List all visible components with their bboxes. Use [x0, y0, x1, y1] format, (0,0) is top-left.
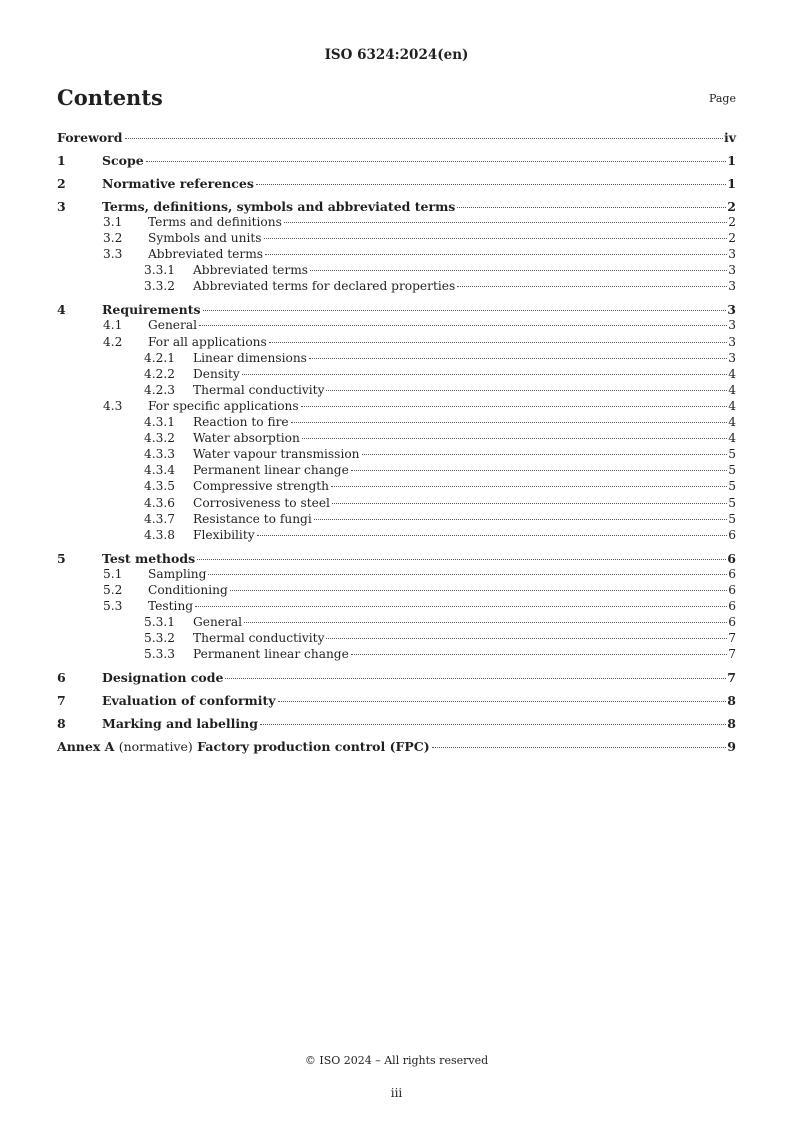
- toc-section-number: 4.3.5: [144, 479, 176, 494]
- toc-section-number: 3: [57, 199, 66, 214]
- toc-section-number: 5.3.3: [144, 647, 176, 662]
- toc-section-number: 4.2: [103, 334, 123, 349]
- dot-leader: [326, 638, 727, 639]
- toc-section-number: 5.3.2: [144, 631, 176, 646]
- toc-entry-3-2[interactable]: [57, 231, 736, 247]
- toc-section-number: 4.3: [103, 398, 123, 413]
- toc-section-title: Abbreviated terms: [148, 247, 264, 262]
- toc-section-title: Scope: [102, 153, 144, 168]
- document-id-header: ISO 6324:2024(en): [324, 47, 469, 63]
- annex-label: Annex A: [57, 739, 115, 755]
- toc-entry-4-3[interactable]: [57, 399, 736, 415]
- toc-entry-3-1[interactable]: [57, 215, 736, 231]
- toc-section-title: Marking and labelling: [102, 716, 259, 732]
- toc-section-number: 5.1: [103, 566, 123, 581]
- toc-section-number: 4.3.8: [144, 527, 176, 542]
- dot-leader: [242, 374, 727, 375]
- toc-page-number: 5: [728, 463, 736, 478]
- dot-leader: [269, 342, 727, 343]
- toc-entry-3-3-1[interactable]: [57, 263, 736, 279]
- toc-entry-4-3-1[interactable]: [57, 415, 736, 431]
- toc-page-number: 3: [728, 247, 736, 262]
- toc-section-number: Foreword: [57, 130, 123, 145]
- toc-page-number: 6: [728, 598, 736, 613]
- toc-page-number: 1: [727, 153, 736, 168]
- toc-section-number: 3.3.2: [144, 279, 176, 294]
- toc-entry-5-3-2[interactable]: [57, 631, 736, 647]
- toc-page-number: 3: [727, 302, 736, 318]
- toc-entry-8[interactable]: [57, 716, 736, 732]
- dot-leader: [432, 747, 727, 748]
- toc-entry-5-2[interactable]: [57, 583, 736, 599]
- dot-leader: [351, 470, 727, 471]
- toc-entry-4-3-3[interactable]: [57, 447, 736, 463]
- toc-section-title: Requirements: [102, 302, 201, 318]
- toc-section-title: Designation code: [102, 670, 224, 686]
- toc-section-number: 4.3.4: [144, 463, 176, 478]
- toc-section-title: Test methods: [102, 550, 196, 566]
- toc-section-number: 1: [57, 153, 66, 168]
- toc-entry-4-2-2[interactable]: [57, 367, 736, 383]
- dot-leader: [362, 454, 728, 455]
- toc-section-number: 4.1: [103, 318, 123, 333]
- annex-title: Factory production control (FPC): [197, 739, 430, 755]
- toc-page-number: 3: [728, 350, 736, 365]
- dot-leader: [125, 138, 723, 139]
- dot-leader: [225, 678, 726, 679]
- dot-leader: [314, 519, 727, 520]
- dot-leader: [310, 270, 727, 271]
- toc-section-title: Terms and definitions: [148, 215, 282, 229]
- toc-section-number: 4.3.3: [144, 447, 176, 462]
- toc-entry-4-3-5[interactable]: [57, 479, 736, 495]
- toc-section-number: 3.1: [103, 215, 123, 229]
- toc-section-title: Flexibility: [193, 527, 255, 542]
- dot-leader: [284, 222, 727, 223]
- toc-page-number: 4: [728, 398, 736, 413]
- toc-section-number: 5.2: [103, 582, 123, 597]
- toc-entry-3-3-2[interactable]: [57, 279, 736, 295]
- toc-section-number: 4.2.1: [144, 350, 176, 365]
- dot-leader: [208, 574, 727, 575]
- toc-section-number: 4.3.1: [144, 415, 176, 430]
- toc-section-title: Abbreviated terms for declared properties: [193, 279, 456, 294]
- toc-section-title: Water vapour transmission: [193, 447, 360, 462]
- toc-entry-2[interactable]: [57, 176, 736, 192]
- toc-section-title: Evaluation of conformity: [102, 693, 276, 709]
- dot-leader: [302, 438, 727, 439]
- toc-page-number: 8: [727, 693, 736, 709]
- dot-leader: [197, 559, 726, 560]
- dot-leader: [260, 724, 726, 725]
- toc-section-number: 6: [57, 670, 66, 686]
- toc-section-number: 5.3: [103, 598, 123, 613]
- toc-page-number: 2: [728, 215, 736, 229]
- toc-section-number: 4.3.2: [144, 431, 176, 446]
- dot-leader: [301, 406, 728, 407]
- dot-leader: [332, 503, 727, 504]
- toc-section-title: Density: [193, 366, 240, 381]
- toc-page-number: iv: [723, 130, 736, 145]
- toc-section-title: General: [148, 318, 197, 333]
- toc-page-number: 1: [727, 176, 736, 191]
- toc-entry-4-1[interactable]: [57, 318, 736, 334]
- toc-entry-4-2-1[interactable]: [57, 351, 736, 367]
- toc-entry-6[interactable]: [57, 670, 736, 686]
- toc-entry-4-3-6[interactable]: [57, 496, 736, 512]
- toc-page-number: 3: [728, 334, 736, 349]
- toc-section-title: Resistance to fungi: [193, 511, 312, 526]
- dot-leader: [309, 358, 727, 359]
- toc-section-title: Thermal conductivity: [193, 631, 325, 646]
- toc-entry-4-2-3[interactable]: [57, 383, 736, 399]
- toc-page-number: 6: [728, 582, 736, 597]
- footer-copyright: © ISO 2024 – All rights reserved: [304, 1054, 489, 1067]
- toc-entry-5-3-1[interactable]: [57, 615, 736, 631]
- dot-leader: [351, 654, 727, 655]
- toc-section-title: Sampling: [148, 566, 207, 581]
- toc-section-number: 4: [57, 302, 66, 318]
- page-column-label: Page: [708, 92, 736, 105]
- toc-section-number: 2: [57, 176, 66, 191]
- dot-leader: [326, 390, 727, 391]
- toc-entry-4[interactable]: [57, 302, 736, 318]
- toc-section-number: 5: [57, 550, 66, 566]
- toc-section-number: 7: [57, 693, 66, 709]
- toc-page-number: 4: [728, 415, 736, 430]
- toc-entry-5-3-3[interactable]: [57, 647, 736, 663]
- toc-section-title: Water absorption: [193, 431, 300, 446]
- toc-page-number: 4: [728, 431, 736, 446]
- toc-page-number: 2: [728, 231, 736, 246]
- toc-entry-4-3-7[interactable]: [57, 512, 736, 528]
- dot-leader: [256, 184, 726, 185]
- toc-section-title: Linear dimensions: [193, 350, 307, 365]
- toc-section-number: 4.2.2: [144, 366, 176, 381]
- toc-section-title: Testing: [148, 598, 194, 613]
- toc-page-number: 6: [727, 550, 736, 566]
- toc-page-number: 9: [727, 739, 736, 755]
- toc-entry-foreword[interactable]: [57, 130, 736, 146]
- toc-section-title: Permanent linear change: [193, 463, 349, 478]
- toc-page-number: 3: [728, 318, 736, 333]
- toc-page-number: 4: [728, 366, 736, 381]
- toc-page-number: 7: [728, 631, 736, 646]
- toc-entry-4-2[interactable]: [57, 335, 736, 351]
- dot-leader: [230, 590, 727, 591]
- dot-leader: [195, 606, 727, 607]
- toc-section-title: Permanent linear change: [193, 647, 349, 662]
- toc-page-number: 6: [728, 615, 736, 630]
- toc-entry-4-3-2[interactable]: [57, 431, 736, 447]
- toc-page-number: 8: [727, 716, 736, 732]
- toc-page-number: 5: [728, 511, 736, 526]
- toc-section-number: 8: [57, 716, 66, 732]
- toc-section-title: Thermal conductivity: [193, 382, 325, 397]
- dot-leader: [203, 310, 727, 311]
- toc-section-number: 4.3.6: [144, 495, 176, 510]
- toc-page-number: 5: [728, 479, 736, 494]
- dot-leader: [265, 254, 727, 255]
- dot-leader: [457, 207, 726, 208]
- toc-section-number: 3.2: [103, 231, 123, 246]
- dot-leader: [457, 286, 727, 287]
- toc-entry-3-3[interactable]: [57, 247, 736, 263]
- toc-section-number: 4.2.3: [144, 382, 176, 397]
- dot-leader: [199, 325, 727, 326]
- toc-entry-7[interactable]: [57, 693, 736, 709]
- toc-page-number: 7: [727, 670, 736, 686]
- dot-leader: [278, 701, 727, 702]
- dot-leader: [146, 161, 727, 162]
- toc-section-title: Terms, definitions, symbols and abbreviated terms: [102, 199, 456, 214]
- toc-entry-4-3-4[interactable]: [57, 463, 736, 479]
- toc-entry-1[interactable]: [57, 153, 736, 169]
- toc-entry-annex-a[interactable]: [57, 739, 736, 755]
- toc-section-title: For specific applications: [148, 398, 299, 413]
- toc-page-number: 5: [728, 447, 736, 462]
- toc-section-title: Symbols and units: [148, 231, 262, 246]
- toc-page-number: 7: [728, 647, 736, 662]
- annex-normative-tag: (normative): [118, 739, 193, 755]
- toc-page-number: 3: [728, 263, 736, 278]
- toc-section-number: 4.3.7: [144, 511, 176, 526]
- toc-section-title: Normative references: [102, 176, 254, 191]
- toc-entry-4-3-8[interactable]: [57, 528, 736, 544]
- toc-page-number: 6: [728, 566, 736, 581]
- toc-page-number: 6: [728, 527, 736, 542]
- toc-entry-5-1[interactable]: [57, 567, 736, 583]
- dot-leader: [257, 535, 728, 536]
- footer-page-number: iii: [390, 1086, 403, 1100]
- toc-entry-5-3[interactable]: [57, 599, 736, 615]
- toc-section-title: General: [193, 615, 242, 630]
- toc-page-number: 3: [728, 279, 736, 294]
- dot-leader: [291, 422, 728, 423]
- table-of-contents: [57, 130, 736, 755]
- dot-leader: [244, 622, 727, 623]
- dot-leader: [264, 238, 728, 239]
- dot-leader: [331, 486, 727, 487]
- toc-page-number: 4: [728, 382, 736, 397]
- contents-title: Contents: [57, 85, 163, 110]
- toc-section-title: Corrosiveness to steel: [193, 495, 330, 510]
- toc-page-number: 5: [728, 495, 736, 510]
- toc-section-number: 3.3: [103, 247, 123, 262]
- toc-entry-3[interactable]: [57, 199, 736, 215]
- toc-section-title: Abbreviated terms: [193, 263, 309, 278]
- toc-entry-5[interactable]: [57, 551, 736, 567]
- toc-section-title: Compressive strength: [193, 479, 330, 494]
- toc-section-title: For all applications: [148, 334, 267, 349]
- toc-section-title: Conditioning: [148, 582, 228, 597]
- toc-page-number: 2: [727, 199, 736, 214]
- toc-section-number: 5.3.1: [144, 615, 176, 630]
- toc-section-title: Reaction to fire: [193, 415, 289, 430]
- toc-section-number: 3.3.1: [144, 263, 176, 278]
